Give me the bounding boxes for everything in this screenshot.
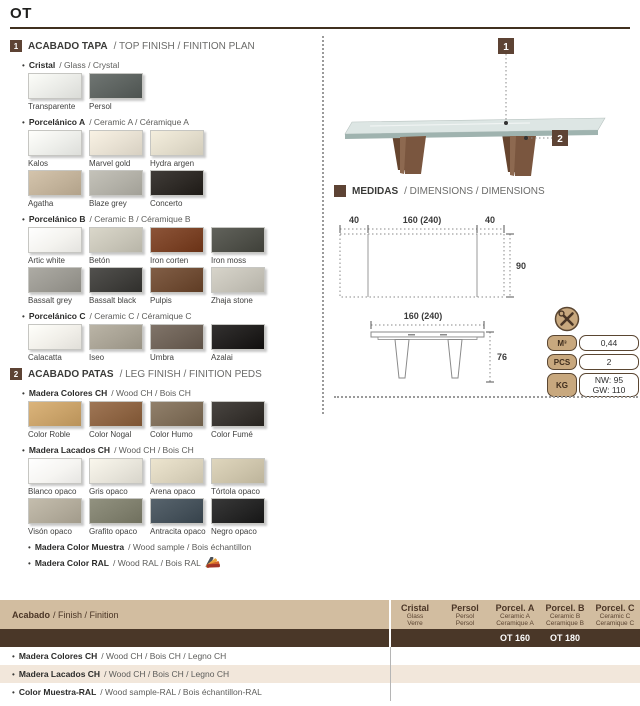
packing-metric-value	[579, 335, 639, 351]
group-heading	[22, 60, 316, 70]
swatch-name: Artic white	[28, 256, 65, 265]
bullet-icon: •	[12, 651, 15, 661]
swatch-cell	[150, 324, 211, 364]
swatch-cell	[28, 73, 89, 113]
finish-note	[28, 542, 316, 552]
finish-option-sublabel: / Wood CH / Bois CH / Legno CH	[104, 669, 230, 679]
finish-column-line: Ceramic A	[500, 613, 530, 620]
swatch-cell	[211, 267, 272, 307]
swatch-name: Visón opaco	[28, 527, 72, 536]
finish-swatch	[150, 227, 204, 253]
swatch-name: Gris opaco	[89, 487, 128, 496]
finish-swatch	[211, 458, 265, 484]
section-1-title: ACABADO TAPA	[28, 40, 108, 52]
dim-depth: 90	[516, 261, 527, 271]
finish-swatch	[89, 73, 143, 99]
swatch-cell	[150, 458, 211, 498]
finish-column-line: Persol	[451, 603, 479, 613]
finish-group	[10, 117, 316, 210]
finish-swatch	[89, 170, 143, 196]
finish-swatch	[150, 324, 204, 350]
section-2-header	[10, 368, 316, 380]
model-cell	[440, 629, 490, 647]
swatch-grid	[28, 324, 316, 364]
finish-swatch	[28, 267, 82, 293]
finish-column-line: Ceramic B	[549, 613, 581, 620]
finish-column-header	[390, 600, 440, 629]
finish-table-rows	[0, 647, 640, 701]
finish-group	[10, 60, 316, 113]
note-label: Madera Color Muestra	[34, 542, 125, 552]
finish-swatch	[150, 130, 204, 156]
swatch-cell	[28, 498, 89, 538]
swatch-cell	[211, 401, 272, 441]
finish-column-line: Verre	[407, 620, 423, 627]
finish-table-header-left	[0, 600, 390, 629]
group-label: Cristal	[28, 60, 56, 70]
finish-group	[10, 445, 316, 538]
finish-column-header	[590, 600, 640, 629]
finish-swatch	[89, 227, 143, 253]
model-name: OT 180	[549, 633, 580, 643]
swatch-grid	[28, 130, 316, 210]
section-1-subtitle: / TOP FINISH / FINITION PLAN	[113, 40, 255, 52]
finish-swatch	[28, 324, 82, 350]
swatch-name: Bassalt black	[89, 296, 137, 305]
dim-side-width: 160 (240)	[403, 311, 443, 321]
medidas-header	[334, 185, 545, 197]
packing-value-line: GW: 110	[592, 385, 626, 395]
finish-option-row	[0, 683, 640, 701]
bullet-icon: •	[28, 542, 31, 552]
group-label: Porcelánico A	[28, 117, 86, 127]
finish-group	[10, 214, 316, 307]
swatch-name: Blaze grey	[89, 199, 127, 208]
swatch-cell	[28, 458, 89, 498]
tabletop-outline	[340, 234, 504, 297]
latch-mark	[440, 334, 447, 336]
model-cell	[590, 629, 640, 647]
finish-column-line: Porcel. A	[495, 603, 535, 613]
packing-metric-value	[579, 373, 639, 397]
swatch-name: Color Roble	[28, 430, 71, 439]
group-label: Porcelánico C	[28, 311, 86, 321]
swatch-name: Arena opaco	[150, 487, 196, 496]
swatch-cell	[150, 130, 211, 170]
group-label: Porcelánico B	[28, 214, 86, 224]
finish-option-label: Madera Lacados CH	[18, 669, 101, 679]
swatch-name: Grafito opaco	[89, 527, 138, 536]
swatch-cell	[150, 498, 211, 538]
swatch-cell	[211, 498, 272, 538]
packing-info-row	[547, 373, 639, 397]
group-sublabel: / Glass / Crystal	[59, 60, 120, 70]
swatch-name: Bassalt grey	[28, 296, 73, 305]
finish-column-line: Cristal	[400, 603, 429, 613]
marker-1-dot	[504, 121, 508, 125]
model-cell	[390, 629, 440, 647]
swatch-cell	[89, 458, 150, 498]
finish-availability-table	[0, 600, 640, 701]
packing-value-line: NW: 95	[594, 375, 624, 385]
section-1-number-badge: 1	[10, 40, 22, 52]
finish-column-line: Glass	[406, 613, 424, 620]
page-title: OT	[10, 5, 33, 22]
leg-finish-groups	[10, 388, 316, 538]
swatch-cell	[211, 227, 272, 267]
note-label: Madera Color RAL	[34, 558, 109, 568]
swatch-cell	[89, 401, 150, 441]
ral-fan-icon	[205, 557, 221, 569]
bullet-icon: •	[22, 389, 25, 398]
group-label: Madera Colores CH	[28, 388, 108, 398]
side-view-drawing	[356, 310, 512, 394]
swatch-name: Blanco opaco	[28, 487, 77, 496]
swatch-grid	[28, 73, 316, 113]
finish-column-line: Persol	[455, 620, 475, 627]
group-heading	[22, 117, 316, 127]
finish-column-header	[440, 600, 490, 629]
finish-option-row	[0, 665, 640, 683]
finish-swatch	[28, 130, 82, 156]
swatch-cell	[89, 267, 150, 307]
packing-metric-label: KG	[547, 373, 577, 397]
finish-swatch	[28, 458, 82, 484]
column-divider-dotted	[322, 36, 324, 414]
swatch-cell	[89, 324, 150, 364]
top-finish-groups	[10, 60, 316, 364]
finish-swatch	[150, 170, 204, 196]
swatch-name: Zhaja stone	[211, 296, 253, 305]
bullet-icon: •	[22, 215, 25, 224]
group-label: Madera Lacados CH	[28, 445, 111, 455]
swatch-cell	[150, 267, 211, 307]
finish-swatch	[28, 73, 82, 99]
finish-swatch	[150, 498, 204, 524]
bullet-icon: •	[22, 61, 25, 70]
packing-info-row	[547, 335, 639, 351]
swatch-grid	[28, 458, 316, 538]
bullet-icon: •	[22, 446, 25, 455]
swatch-name: Marvel gold	[89, 159, 131, 168]
product-photo-table	[330, 38, 632, 180]
swatch-name: Iron moss	[211, 256, 247, 265]
finish-swatch	[28, 498, 82, 524]
packing-info-rows	[547, 335, 639, 397]
finish-swatch	[89, 267, 143, 293]
medidas-title: MEDIDAS	[352, 185, 399, 197]
packing-value-line: 0,44	[600, 338, 618, 348]
dim-height: 76	[497, 352, 508, 362]
swatch-cell	[150, 401, 211, 441]
acabado-label: Acabado	[12, 609, 51, 620]
swatch-name: Iron corten	[150, 256, 189, 265]
finish-option-label: Madera Colores CH	[18, 651, 98, 661]
tabletop-side	[371, 332, 484, 337]
swatch-name: Agatha	[28, 199, 54, 208]
group-heading	[22, 388, 316, 398]
group-sublabel: / Ceramic B / Céramique B	[89, 214, 191, 224]
bullet-icon: •	[22, 312, 25, 321]
finish-column-line: Porcel. C	[595, 603, 635, 613]
swatch-name: Antracita opaco	[150, 527, 206, 536]
swatch-cell	[28, 170, 89, 210]
swatch-name: Pulpis	[150, 296, 172, 305]
finish-swatch	[211, 324, 265, 350]
finish-swatch	[28, 227, 82, 253]
swatch-name: Umbra	[150, 353, 175, 362]
group-sublabel: / Wood CH / Bois CH	[114, 445, 194, 455]
note-sublabel: / Wood sample / Bois échantillon	[128, 542, 252, 552]
finish-swatch	[211, 401, 265, 427]
group-heading	[22, 214, 316, 224]
group-heading	[22, 445, 316, 455]
finish-column-header	[490, 600, 540, 629]
swatch-cell	[211, 324, 272, 364]
finish-swatch	[211, 267, 265, 293]
finish-column-line: Ceramic C	[599, 613, 631, 620]
model-cell	[490, 629, 540, 647]
swatch-cell	[150, 227, 211, 267]
group-sublabel: / Wood CH / Bois CH	[111, 388, 191, 398]
finish-group	[10, 311, 316, 364]
model-cell	[540, 629, 590, 647]
bullet-icon: •	[22, 118, 25, 127]
group-sublabel: / Ceramic A / Céramique A	[89, 117, 189, 127]
swatch-name: Concerto	[150, 199, 183, 208]
finish-swatch	[150, 458, 204, 484]
finish-option-sublabel: / Wood CH / Bois CH / Legno CH	[101, 651, 227, 661]
group-heading	[22, 311, 316, 321]
swatch-cell	[89, 130, 150, 170]
dim-left-extension: 40	[348, 215, 360, 225]
finish-column-line: Porcel. B	[545, 603, 585, 613]
section-1-header	[10, 40, 316, 52]
packing-metric-label: M³	[547, 335, 577, 351]
swatch-name: Betón	[89, 256, 110, 265]
finish-table-columns	[390, 600, 640, 629]
bullet-icon: •	[12, 669, 15, 679]
finish-swatch	[89, 498, 143, 524]
swatch-name: Transparente	[28, 102, 76, 111]
bullet-icon: •	[12, 687, 15, 697]
swatch-name: Iseo	[89, 353, 105, 362]
section-2-subtitle: / LEG FINISH / FINITION PEDS	[119, 368, 262, 380]
table-separator-white	[389, 600, 391, 647]
model-cells	[390, 629, 640, 647]
swatch-name: Tórtola opaco	[211, 487, 260, 496]
swatch-cell	[89, 498, 150, 538]
swatch-cell	[89, 73, 150, 113]
finish-table-header-row	[0, 600, 640, 629]
swatch-cell	[28, 401, 89, 441]
finish-column-line: Persol	[455, 613, 475, 620]
swatch-name: Color Nogal	[89, 430, 132, 439]
marker-1-label: 1	[503, 42, 509, 53]
swatch-grid	[28, 227, 316, 307]
swatch-name: Hydra argen	[150, 159, 195, 168]
swatch-cell	[28, 227, 89, 267]
finish-column-header	[540, 600, 590, 629]
acabado-sublabel: / Finish / Finition	[53, 609, 119, 620]
finish-column-line: Ceramique B	[546, 620, 584, 627]
medidas-subtitle: / DIMENSIONS / DIMENSIONS	[404, 185, 545, 197]
swatch-name: Negro opaco	[211, 527, 257, 536]
packing-info-box	[547, 306, 639, 400]
marker-2-dot	[524, 136, 528, 140]
swatch-cell	[89, 227, 150, 267]
finish-swatch	[28, 401, 82, 427]
swatch-name: Azalai	[211, 353, 233, 362]
finish-swatch	[89, 458, 143, 484]
section-2-number-badge: 2	[10, 368, 22, 380]
swatch-cell	[211, 458, 272, 498]
finish-swatch	[211, 498, 265, 524]
swatch-grid	[28, 401, 316, 441]
dim-right-extension: 40	[484, 215, 496, 225]
finish-swatch	[150, 267, 204, 293]
finish-swatch	[150, 401, 204, 427]
latch-mark	[408, 334, 415, 336]
table-separator-grey	[390, 647, 391, 701]
assembly-tools-icon	[554, 306, 580, 332]
finish-swatch	[211, 227, 265, 253]
swatch-name: Kalos	[28, 159, 49, 168]
medidas-square-icon	[334, 185, 346, 197]
bullet-icon: •	[28, 558, 31, 568]
swatch-name: Color Humo	[150, 430, 193, 439]
leg-side	[395, 340, 409, 379]
swatch-name: Color Fumé	[211, 430, 253, 439]
model-name: OT 160	[499, 633, 530, 643]
packing-info-row	[547, 354, 639, 370]
finish-swatch	[89, 130, 143, 156]
finish-option-row	[0, 647, 640, 665]
section-divider-dotted	[334, 396, 638, 398]
finish-column-line: Ceramique C	[595, 620, 635, 627]
finish-swatch	[89, 324, 143, 350]
packing-value-line: 2	[606, 357, 612, 367]
finish-swatch	[28, 170, 82, 196]
finish-table-model-row	[0, 629, 640, 647]
swatch-cell	[28, 324, 89, 364]
dim-main-width: 160 (240)	[402, 215, 442, 225]
model-row-spacer	[0, 629, 390, 647]
finish-note	[28, 557, 316, 569]
finish-option-label: Color Muestra-RAL	[18, 687, 97, 697]
swatch-cell	[150, 170, 211, 210]
swatch-name: Calacatta	[28, 353, 62, 362]
packing-metric-value	[579, 354, 639, 370]
note-sublabel: / Wood RAL / Bois RAL	[112, 558, 201, 568]
swatch-cell	[28, 130, 89, 170]
swatch-cell	[28, 267, 89, 307]
swatch-name: Persol	[89, 102, 112, 111]
marker-2-label: 2	[557, 134, 563, 145]
group-sublabel: / Ceramic C / Céramique C	[89, 311, 192, 321]
top-view-drawing	[334, 214, 534, 306]
swatch-cell	[89, 170, 150, 210]
leg-finish-notes	[10, 542, 316, 569]
leg-side	[448, 340, 462, 379]
title-rule	[10, 27, 630, 29]
section-2-title: ACABADO PATAS	[28, 368, 114, 380]
finish-option-sublabel: / Wood sample-RAL / Bois échantillon-RAL	[100, 687, 262, 697]
finish-swatch	[89, 401, 143, 427]
finishes-column	[10, 40, 316, 574]
finish-group	[10, 388, 316, 441]
packing-metric-label: PCS	[547, 354, 577, 370]
finish-column-line: Ceramique A	[496, 620, 534, 627]
